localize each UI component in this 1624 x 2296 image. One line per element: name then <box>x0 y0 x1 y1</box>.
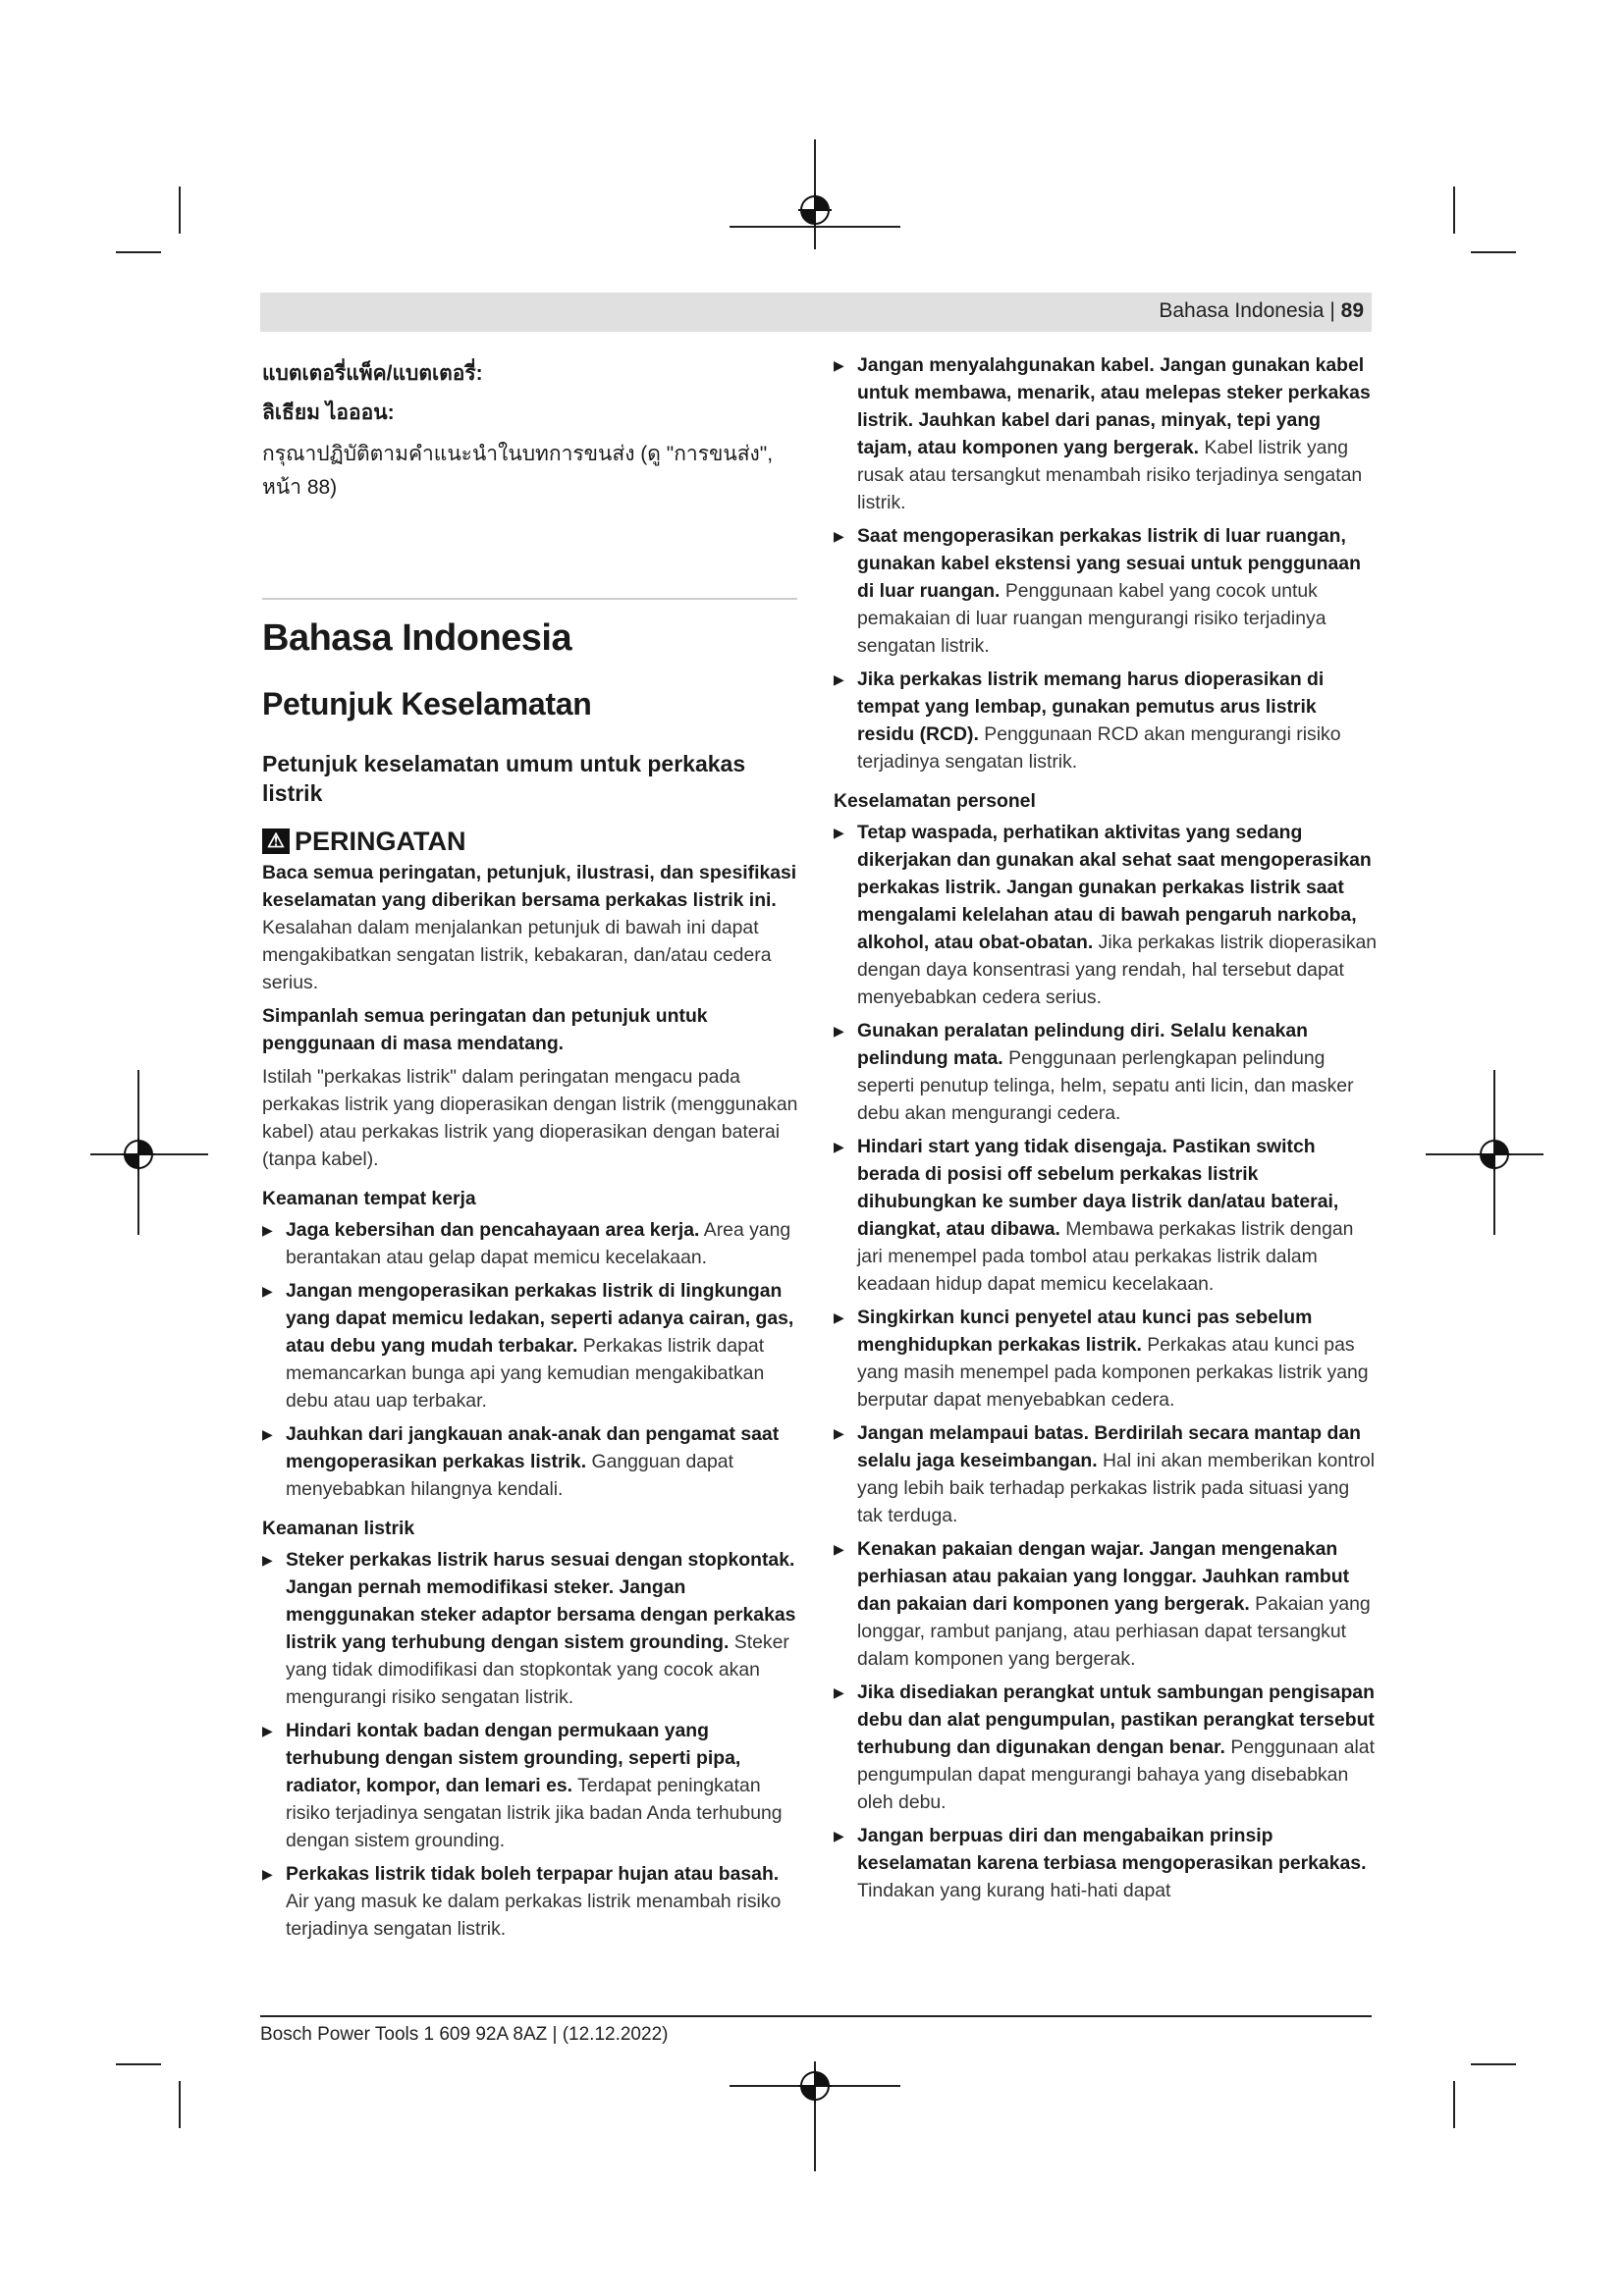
page-number: 89 <box>1340 299 1364 322</box>
electrical-list-continued <box>834 351 1378 775</box>
footer-rule <box>260 2015 1372 2017</box>
list-item-text: Penggunaan perlengkapan pelindung seperti penutup telinga, helm, sepatu anti licin, dan masker debu akan mengurangi cedera. <box>857 1047 1354 1124</box>
list-item <box>834 819 1378 1011</box>
bullet-triangle-icon: ▶ <box>834 1139 844 1154</box>
crop-mark <box>179 187 181 234</box>
list-item-bold: Perkakas listrik tidak boleh terpapar hujan atau basah. <box>286 1863 780 1885</box>
bullet-triangle-icon: ▶ <box>834 1828 844 1843</box>
personal-safety-list <box>834 819 1378 1904</box>
bullet-triangle-icon: ▶ <box>262 1222 273 1238</box>
list-item-bold: Gunakan peralatan pelindung diri. Selalu kenakan pelindung mata. <box>857 1020 1309 1069</box>
list-item-bold: Jaga kebersihan dan pencahayaan area kerja. <box>286 1219 700 1241</box>
crop-mark <box>1471 251 1516 253</box>
list-item <box>262 1546 800 1711</box>
crop-mark <box>116 251 161 253</box>
electrical-list <box>262 1546 800 1943</box>
list-item <box>262 1216 800 1271</box>
bullet-triangle-icon: ▶ <box>262 1723 273 1738</box>
work-area-heading: Keamanan tempat kerja <box>262 1188 476 1209</box>
thai-paragraph: กรุณาปฏิบัติตามคำแนะนำในบทการขนส่ง (ดู "การขนส่ง", หน้า 88) <box>262 443 774 499</box>
work-area-list <box>262 1216 800 1503</box>
list-item <box>834 1419 1378 1529</box>
list-item-text: Air yang masuk ke dalam perkakas listrik menambah risiko terjadinya sengatan listrik. <box>286 1891 782 1940</box>
list-item-bold: Tetap waspada, perhatikan aktivitas yang sedang dikerjakan dan gunakan akal sehat saat mengoperasikan perkakas listrik. Jangan gunakan perkakas listrik saat mengalami kelelahan atau di bawah pengaruh narkoba, alkohol, atau obat-obatan. <box>857 822 1372 953</box>
crop-mark <box>1453 2081 1455 2128</box>
right-column <box>834 351 1378 1910</box>
registration-mark-icon <box>798 2069 832 2103</box>
crop-mark <box>179 2081 181 2128</box>
subsection-heading: Petunjuk keselamatan umum untuk perkakas listrik <box>262 751 746 806</box>
left-column <box>262 355 800 1949</box>
bullet-triangle-icon: ▶ <box>262 1552 273 1568</box>
registration-mark-icon <box>1478 1138 1511 1171</box>
warning-intro-bold: Baca semua peringatan, petunjuk, ilustrasi, dan spesifikasi keselamatan yang diberikan bersama perkakas listrik ini. <box>262 862 797 911</box>
thai-heading: แบตเตอรี่แพ็ค/แบตเตอรี่: <box>262 362 483 385</box>
list-item <box>834 666 1378 775</box>
warning-triangle-icon: ⚠ <box>262 828 290 854</box>
list-item-text: Penggunaan kabel yang cocok untuk pemakaian di luar ruangan mengurangi risiko terjadinya sengatan listrik. <box>857 580 1326 657</box>
warning-label: PERINGATAN <box>295 827 466 856</box>
footer-text: Bosch Power Tools 1 609 92A 8AZ | (12.12.2022) <box>260 2024 669 2045</box>
list-item-text: Kabel listrik yang rusak atau tersangkut menambah risiko terjadinya sengatan listrik. <box>857 437 1363 513</box>
page-header <box>260 293 1372 332</box>
electrical-heading: Keamanan listrik <box>262 1518 415 1539</box>
list-item <box>834 351 1378 516</box>
list-item-text: Jika perkakas listrik dioperasikan dengan daya konsentrasi yang rendah, hal tersebut dapat menyebabkan cedera serius. <box>857 932 1378 1008</box>
list-item-text: Terdapat peningkatan risiko terjadinya sengatan listrik jika badan Anda terhubung dengan sistem grounding. <box>286 1775 783 1851</box>
list-item-text: Pakaian yang longgar, rambut panjang, atau perhiasan dapat tersangkut dalam komponen yang bergerak. <box>857 1593 1371 1670</box>
section-divider <box>262 598 797 600</box>
header-text <box>1159 299 1372 323</box>
language-heading: Bahasa Indonesia <box>262 617 572 659</box>
list-item-bold: Jangan mengoperasikan perkakas listrik di lingkungan yang dapat memicu ledakan, seperti adanya cairan, gas, atau debu yang mudah terbakar. <box>286 1280 794 1357</box>
list-item-text: Perkakas atau kunci pas yang masih menempel pada komponen perkakas listrik yang berputar dapat menyebabkan cedera. <box>857 1334 1369 1411</box>
list-item-bold: Saat mengoperasikan perkakas listrik di luar ruangan, gunakan kabel ekstensi yang sesuai untuk penggunaan di luar ruangan. <box>857 525 1361 602</box>
bullet-triangle-icon: ▶ <box>834 671 844 687</box>
list-item <box>262 1717 800 1854</box>
list-item <box>262 1420 800 1503</box>
warning-badge <box>262 826 466 857</box>
list-item-bold: Jangan berpuas diri dan mengabaikan prinsip keselamatan karena terbiasa mengoperasikan perkakas. <box>857 1825 1367 1874</box>
list-item <box>834 522 1378 660</box>
personal-safety-heading: Keselamatan personel <box>834 790 1036 812</box>
list-item <box>262 1860 800 1943</box>
list-item <box>834 1304 1378 1414</box>
bullet-triangle-icon: ▶ <box>834 1684 844 1700</box>
list-item <box>834 1822 1378 1904</box>
crop-mark <box>1453 187 1455 234</box>
bullet-triangle-icon: ▶ <box>834 1425 844 1441</box>
list-item-bold: Jangan menyalahgunakan kabel. Jangan gunakan kabel untuk membawa, menarik, atau melepas steker perkakas listrik. Jauhkan kabel dari panas, minyak, tepi yang tajam, atau komponen yang bergerak. <box>857 354 1371 458</box>
list-item-bold: Jika disediakan perangkat untuk sambungan pengisapan debu dan alat pengumpulan, pastikan perangkat tersebut terhubung dan digunakan dengan benar. <box>857 1682 1375 1758</box>
crop-mark <box>1471 2063 1516 2065</box>
list-item-bold: Jauhkan dari jangkauan anak-anak dan pengamat saat mengoperasikan perkakas listrik. <box>286 1423 780 1472</box>
list-item-bold: Jika perkakas listrik memang harus dioperasikan di tempat yang lembap, gunakan pemutus arus listrik residu (RCD). <box>857 668 1325 745</box>
list-item-text: Perkakas listrik dapat memancarkan bunga api yang kemudian mengakibatkan debu atau uap terbakar. <box>286 1335 765 1412</box>
keep-instructions: Simpanlah semua peringatan dan petunjuk untuk penggunaan di masa mendatang. <box>262 1005 708 1054</box>
registration-mark-icon <box>798 193 832 227</box>
bullet-triangle-icon: ▶ <box>834 1309 844 1325</box>
list-item-bold: Singkirkan kunci penyetel atau kunci pas sebelum menghidupkan perkakas listrik. <box>857 1307 1313 1356</box>
list-item-text: Hal ini akan memberikan kontrol yang lebih baik terhadap perkakas listrik pada situasi yang tak terduga. <box>857 1450 1376 1526</box>
thai-heading: ลิเธียม ไอออน: <box>262 401 395 424</box>
section-heading: Petunjuk Keselamatan <box>262 686 592 721</box>
list-item-text: Gangguan dapat menyebabkan hilangnya kendali. <box>286 1451 733 1500</box>
list-item <box>834 1133 1378 1298</box>
list-item-text: Tindakan yang kurang hati-hati dapat <box>857 1880 1171 1901</box>
bullet-triangle-icon: ▶ <box>834 528 844 544</box>
list-item-text: Steker yang tidak dimodifikasi dan stopkontak yang cocok akan mengurangi risiko sengatan listrik. <box>286 1631 789 1708</box>
warning-text <box>262 859 800 996</box>
list-item <box>834 1535 1378 1673</box>
header-section: Bahasa Indonesia <box>1159 299 1325 322</box>
list-item-bold: Hindari kontak badan dengan permukaan yang terhubung dengan sistem grounding, seperti pipa, radiator, kompor, dan lemari es. <box>286 1720 741 1796</box>
warning-intro-text: Kesalahan dalam menjalankan petunjuk di bawah ini dapat mengakibatkan sengatan listrik, kebakaran, dan/atau cedera serius. <box>262 917 772 993</box>
list-item-text: Penggunaan alat pengumpulan dapat mengurangi bahaya yang disebabkan oleh debu. <box>857 1736 1375 1813</box>
list-item-text: Penggunaan RCD akan mengurangi risiko terjadinya sengatan listrik. <box>857 723 1341 773</box>
bullet-triangle-icon: ▶ <box>262 1426 273 1442</box>
bullet-triangle-icon: ▶ <box>834 825 844 840</box>
warning-block <box>262 822 800 857</box>
list-item-bold: Kenakan pakaian dengan wajar. Jangan mengenakan perhiasan atau pakaian yang longgar. Jauhkan rambut dan pakaian dari komponen yang bergerak. <box>857 1538 1350 1615</box>
term-definition: Istilah "perkakas listrik" dalam peringatan mengacu pada perkakas listrik yang dioperasikan dengan listrik (menggunakan kabel) atau perkakas listrik yang dioperasikan dengan baterai (tanpa kabel). <box>262 1066 798 1170</box>
list-item-bold: Steker perkakas listrik harus sesuai dengan stopkontak. Jangan pernah memodifikasi steker. Jangan menggunakan steker adaptor bersama dengan perkakas listrik yang terhubung dengan sistem grounding. <box>286 1549 796 1653</box>
bullet-triangle-icon: ▶ <box>262 1283 273 1299</box>
crop-mark <box>116 2063 161 2065</box>
bullet-triangle-icon: ▶ <box>262 1866 273 1882</box>
bullet-triangle-icon: ▶ <box>834 1541 844 1557</box>
list-item <box>834 1017 1378 1127</box>
list-item-text: Membawa perkakas listrik dengan jari menempel pada tombol atau perkakas listrik dalam keadaan hidup dapat memicu kecelakaan. <box>857 1218 1354 1295</box>
list-item <box>834 1679 1378 1816</box>
list-item-bold: Hindari start yang tidak disengaja. Pastikan switch berada di posisi off sebelum perkakas listrik dihubungkan ke sumber daya listrik dan/atau baterai, diangkat, atau dibawa. <box>857 1136 1339 1240</box>
list-item-text: Area yang berantakan atau gelap dapat memicu kecelakaan. <box>286 1219 791 1268</box>
list-item <box>262 1277 800 1415</box>
bullet-triangle-icon: ▶ <box>834 1023 844 1039</box>
list-item-bold: Jangan melampaui batas. Berdirilah secara mantap dan selalu jaga keseimbangan. <box>857 1422 1361 1471</box>
registration-mark-icon <box>122 1138 155 1171</box>
header-separator: | <box>1329 299 1335 322</box>
bullet-triangle-icon: ▶ <box>834 357 844 373</box>
